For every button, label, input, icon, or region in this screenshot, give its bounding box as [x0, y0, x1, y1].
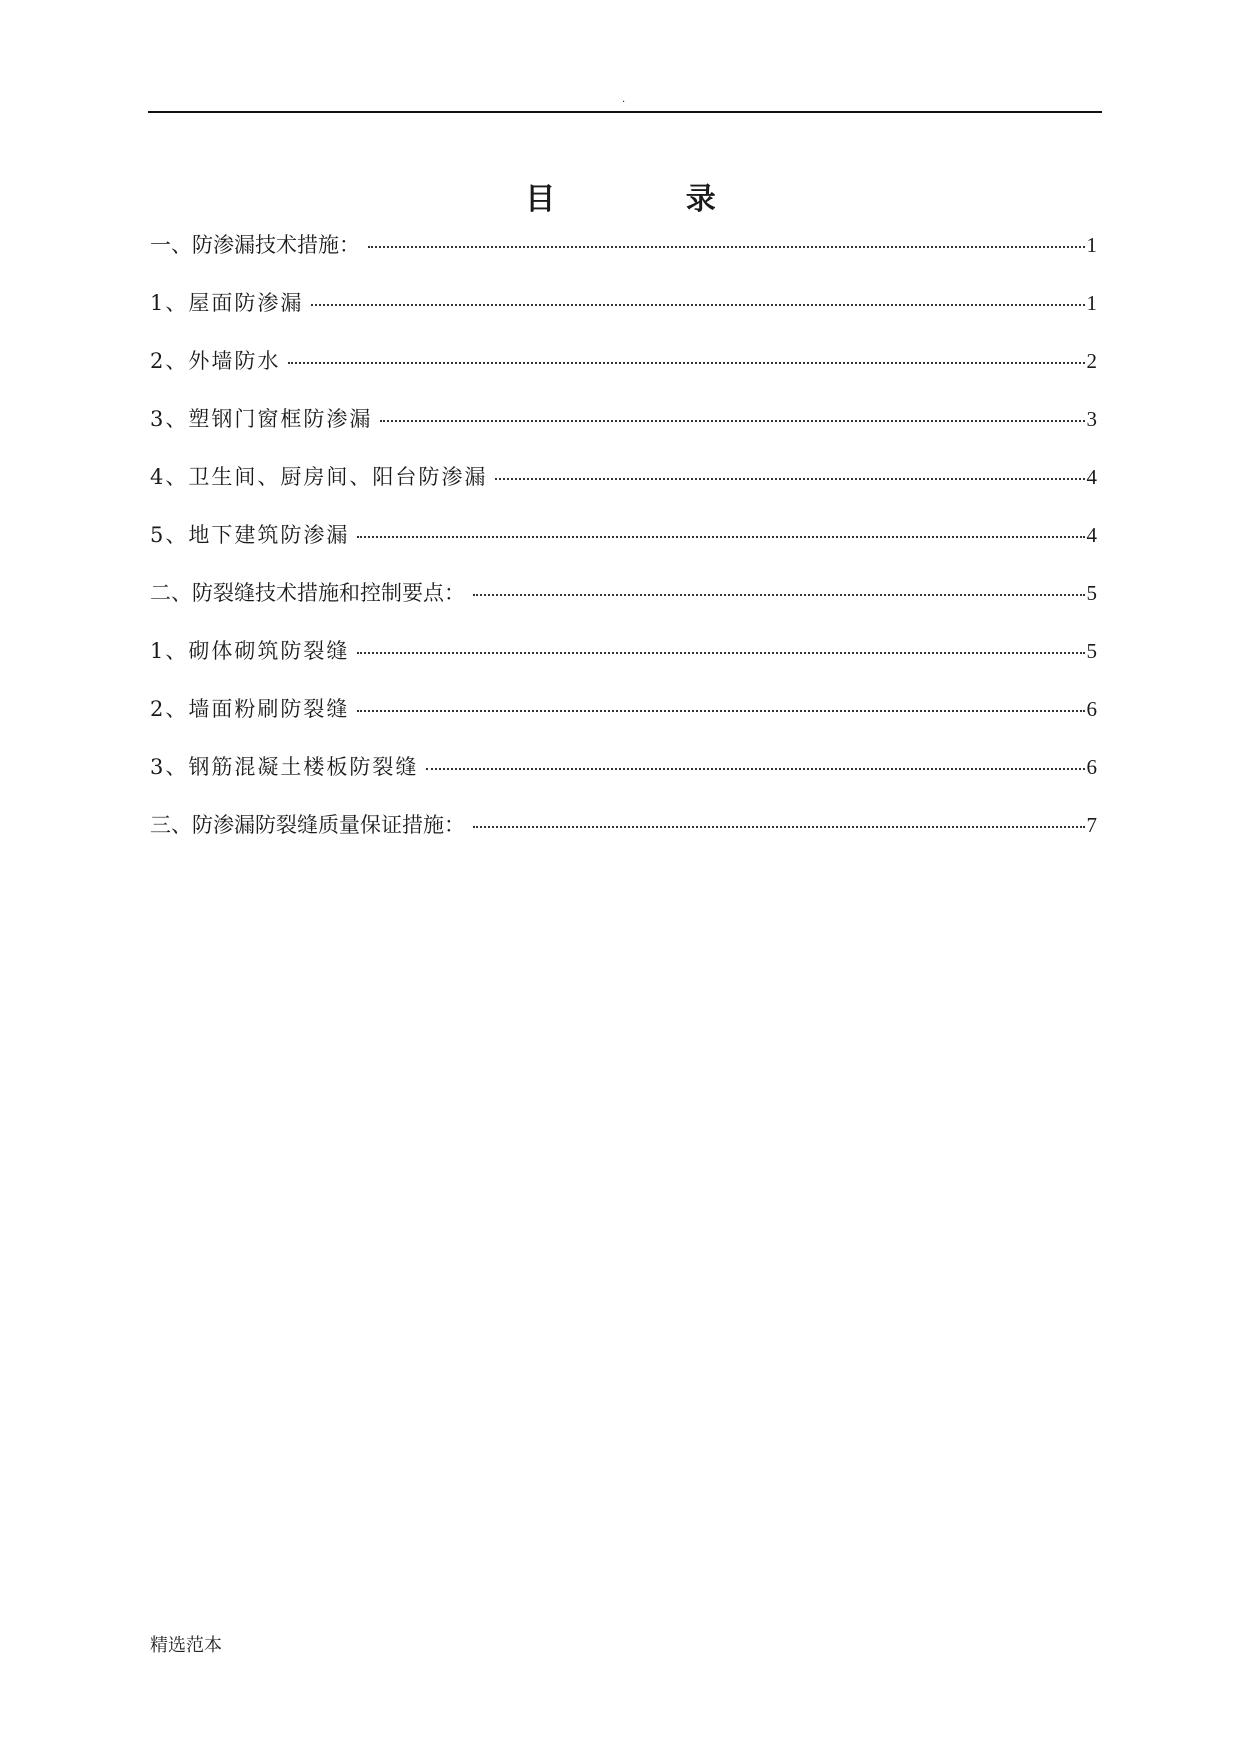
toc-entry-5[interactable] [150, 457, 1097, 515]
toc-dot-leader [357, 536, 1084, 538]
toc-dot-leader [368, 246, 1085, 248]
toc-entry-label: 一、防渗漏技术措施： [150, 233, 360, 257]
toc-entry-page: 5 [1086, 639, 1097, 663]
header-rule [148, 111, 1102, 113]
toc-dot-leader [357, 652, 1084, 654]
toc-entry-6[interactable] [150, 515, 1097, 573]
toc-entry-label: 2、外墙防水 [150, 349, 281, 373]
toc-entry-10[interactable] [150, 747, 1097, 805]
toc-dot-leader [357, 710, 1084, 712]
toc-entry-2[interactable] [150, 283, 1097, 341]
page-title: 目 录 [525, 182, 776, 218]
toc-entry-label: 2、墙面粉刷防裂缝 [150, 697, 350, 721]
toc-entry-label: 3、塑钢门窗框防渗漏 [150, 407, 373, 431]
toc-dot-leader [288, 362, 1084, 364]
toc-entry-page: 3 [1086, 407, 1097, 431]
toc-dot-leader [426, 768, 1084, 770]
toc-entry-page: 5 [1086, 581, 1097, 605]
toc-entry-1[interactable] [150, 225, 1097, 283]
toc-entry-label: 二、防裂缝技术措施和控制要点： [150, 581, 465, 605]
toc-dot-leader [473, 594, 1085, 596]
toc-entry-7[interactable] [150, 573, 1097, 631]
footer-label: 精选范本 [150, 1635, 222, 1656]
toc-entry-4[interactable] [150, 399, 1097, 457]
toc-entry-page: 1 [1086, 233, 1097, 257]
toc-entry-page: 4 [1086, 523, 1097, 547]
toc-entry-8[interactable] [150, 631, 1097, 689]
toc-entry-page: 1 [1086, 291, 1097, 315]
toc-entry-page: 4 [1086, 465, 1097, 489]
toc-entry-label: 三、防渗漏防裂缝质量保证措施： [150, 813, 465, 837]
toc-entry-label: 1、屋面防渗漏 [150, 291, 304, 315]
toc-entry-page: 7 [1086, 813, 1097, 837]
header-mark: . [622, 94, 626, 105]
toc-entry-page: 2 [1086, 349, 1097, 373]
toc-entry-label: 1、砌体砌筑防裂缝 [150, 639, 350, 663]
toc-entry-page: 6 [1086, 755, 1097, 779]
toc-dot-leader [380, 420, 1084, 422]
toc-dot-leader [495, 478, 1084, 480]
toc-dot-leader [473, 826, 1085, 828]
toc-entry-3[interactable] [150, 341, 1097, 399]
toc-entry-9[interactable] [150, 689, 1097, 747]
toc-entry-label: 4、卫生间、厨房间、阳台防渗漏 [150, 465, 488, 489]
toc-entry-11[interactable] [150, 805, 1097, 863]
toc-entry-label: 5、地下建筑防渗漏 [150, 523, 350, 547]
toc-dot-leader [311, 304, 1084, 306]
toc-entry-label: 3、钢筋混凝土楼板防裂缝 [150, 755, 419, 779]
toc-entry-page: 6 [1086, 697, 1097, 721]
table-of-contents [150, 225, 1097, 863]
